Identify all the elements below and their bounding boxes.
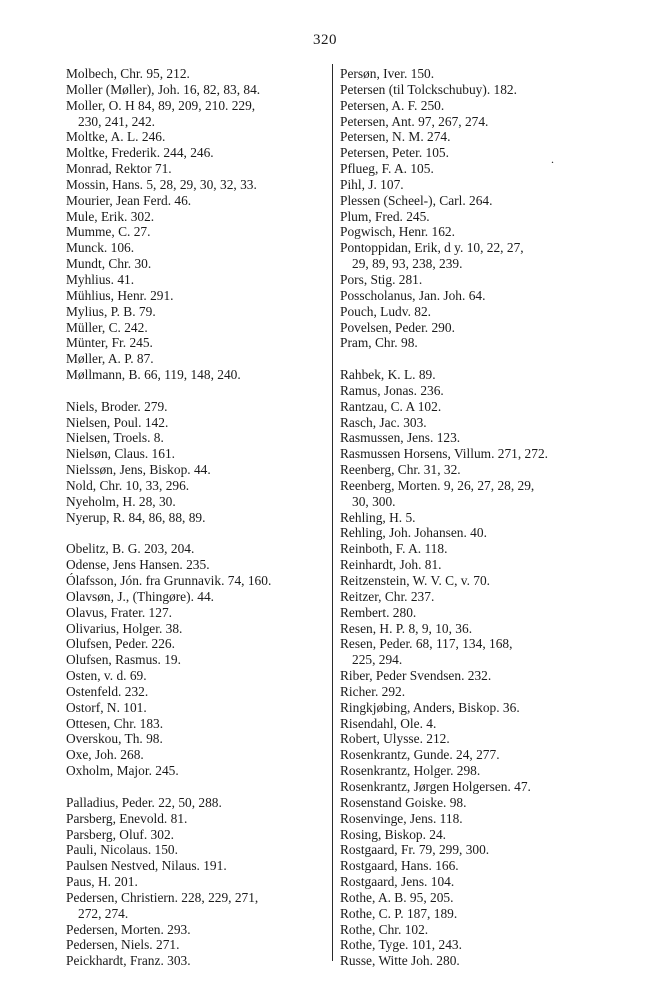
- index-entry: Ramus, Jonas. 236.: [340, 382, 444, 398]
- index-entry: Richer. 292.: [340, 683, 406, 699]
- index-entry: Resen, H. P. 8, 9, 10, 36.: [340, 620, 473, 636]
- index-entry: Moller, O. H 84, 89, 209, 210. 229,: [66, 97, 256, 113]
- index-entry: Pors, Stig. 281.: [340, 271, 423, 287]
- index-entry: Pedersen, Morten. 293.: [66, 921, 191, 937]
- index-entry-continuation: 272, 274.: [78, 905, 129, 921]
- index-entry: Rehling, H. 5.: [340, 509, 416, 525]
- index-entry: Rostgaard, Jens. 104.: [340, 874, 455, 890]
- index-entry: Petersen, N. M. 274.: [340, 129, 451, 145]
- index-entry: Rothe, Tyge. 101, 243.: [340, 937, 462, 953]
- index-entry: Rostgaard, Fr. 79, 299, 300.: [340, 842, 490, 858]
- index-entry: Olufsen, Peder. 226.: [66, 636, 175, 652]
- index-entry: Pihl, J. 107.: [340, 176, 404, 192]
- index-entry: Myhlius. 41.: [66, 271, 135, 287]
- index-entry: Rostgaard, Hans. 166.: [340, 858, 459, 874]
- index-entry: Rosenkrantz, Jørgen Holgersen. 47.: [340, 778, 531, 794]
- section-gap: [340, 351, 615, 367]
- index-entry: Osten, v. d. 69.: [66, 668, 147, 684]
- index-entry: Molbech, Chr. 95, 212.: [66, 66, 190, 81]
- index-entry: Rothe, A. B. 95, 205.: [340, 889, 454, 905]
- index-entry: Møllmann, B. 66, 119, 148, 240.: [66, 367, 241, 383]
- index-entry: Riber, Peder Svendsen. 232.: [340, 668, 492, 684]
- index-entry: Mossin, Hans. 5, 28, 29, 30, 32, 33.: [66, 176, 257, 192]
- index-entry: Nyeholm, H. 28, 30.: [66, 493, 176, 509]
- index-entry: Moltke, Frederik. 244, 246.: [66, 145, 214, 161]
- index-entry: Mylius, P. B. 79.: [66, 303, 156, 319]
- index-entry: Ostenfeld. 232.: [66, 683, 149, 699]
- index-entry: Rahbek, K. L. 89.: [340, 367, 436, 383]
- index-entry: Nielsen, Poul. 142.: [66, 414, 169, 430]
- index-entry: Paulsen Nestved, Nilaus. 191.: [66, 858, 227, 874]
- index-entry: Persøn, Iver. 150.: [340, 66, 435, 81]
- index-entry: Mumme, C. 27.: [66, 224, 151, 240]
- index-entry: Rosenvinge, Jens. 118.: [340, 810, 463, 826]
- index-entry: Ottesen, Chr. 183.: [66, 715, 164, 731]
- index-entry-continuation: 29, 89, 93, 238, 239.: [352, 256, 463, 272]
- index-entry: Pauli, Nicolaus. 150.: [66, 842, 178, 858]
- index-entry-continuation: 230, 241, 242.: [78, 113, 155, 129]
- index-entry: Reenberg, Morten. 9, 26, 27, 28, 29,: [340, 477, 535, 493]
- index-entry: Reinhardt, Joh. 81.: [340, 557, 442, 573]
- index-entry: Rosenkrantz, Gunde. 24, 277.: [340, 747, 500, 763]
- index-entry: Münter, Fr. 245.: [66, 335, 153, 351]
- index-entry: Pedersen, Christiern. 228, 229, 271,: [66, 889, 259, 905]
- index-entry: Munck. 106.: [66, 240, 135, 256]
- index-entry: Mourier, Jean Ferd. 46.: [66, 192, 192, 208]
- index-entry-continuation: 225, 294.: [352, 652, 403, 668]
- index-entry: Olufsen, Rasmus. 19.: [66, 652, 181, 668]
- index-entry: Rosing, Biskop. 24.: [340, 826, 447, 842]
- index-entry-continuation: 30, 300.: [352, 493, 396, 509]
- index-entry: Pedersen, Niels. 271.: [66, 937, 180, 953]
- index-entry: Rasch, Jac. 303.: [340, 414, 427, 430]
- index-entry: Plessen (Scheel-), Carl. 264.: [340, 192, 493, 208]
- index-entry: Rothe, Chr. 102.: [340, 921, 429, 937]
- index-entry: Posscholanus, Jan. Joh. 64.: [340, 287, 486, 303]
- index-entry: Mule, Erik. 302.: [66, 208, 155, 224]
- section-gap: [66, 525, 328, 541]
- index-entry: Nielsen, Troels. 8.: [66, 430, 164, 446]
- index-entry: Rothe, C. P. 187, 189.: [340, 905, 458, 921]
- index-entry: Petersen, Ant. 97, 267, 274.: [340, 113, 489, 129]
- page-number: 320: [313, 32, 337, 48]
- index-entry: Møller, A. P. 87.: [66, 351, 154, 367]
- index-entry: Pogwisch, Henr. 162.: [340, 224, 455, 240]
- index-entry: Olavsøn, J., (Thingøre). 44.: [66, 588, 215, 604]
- index-entry: Pflueg, F. A. 105.: [340, 161, 434, 177]
- index-entry: Overskou, Th. 98.: [66, 731, 163, 747]
- index-entry: Petersen, A. F. 250.: [340, 97, 445, 113]
- index-entry: Reitzer, Chr. 237.: [340, 588, 435, 604]
- index-entry: Odense, Jens Hansen. 235.: [66, 557, 210, 573]
- index-entry: Moltke, A. L. 246.: [66, 129, 166, 145]
- index-entry: Ólafsson, Jón. fra Grunnavik. 74, 160.: [66, 573, 272, 588]
- index-entry: Pouch, Ludv. 82.: [340, 303, 432, 319]
- index-entry: Rantzau, C. A 102.: [340, 398, 442, 414]
- index-entry: Monrad, Rektor 71.: [66, 161, 172, 177]
- index-entry: Reinboth, F. A. 118.: [340, 541, 448, 557]
- index-entry: Nold, Chr. 10, 33, 296.: [66, 477, 190, 493]
- index-entry: Nielssøn, Jens, Biskop. 44.: [66, 462, 211, 478]
- index-entry: Nyerup, R. 84, 86, 88, 89.: [66, 509, 206, 525]
- index-column-left: [66, 66, 328, 969]
- index-entry: Obelitz, B. G. 203, 204.: [66, 541, 195, 557]
- index-entry: Reitzenstein, W. V. C, v. 70.: [340, 573, 491, 588]
- section-gap: [66, 779, 328, 795]
- index-entry: Pontoppidan, Erik, d y. 10, 22, 27,: [340, 240, 524, 256]
- section-gap: [66, 383, 328, 399]
- index-entry: Mundt, Chr. 30.: [66, 256, 152, 272]
- index-entry: Oxholm, Major. 245.: [66, 763, 179, 779]
- index-entry: Russe, Witte Joh. 280.: [340, 953, 460, 969]
- index-entry: Risendahl, Ole. 4.: [340, 715, 437, 731]
- index-entry: Petersen, Peter. 105.: [340, 145, 449, 161]
- index-entry: Rembert. 280.: [340, 604, 417, 620]
- column-divider: [332, 64, 333, 961]
- stray-dot: .: [551, 152, 554, 166]
- index-entry: Rosenstand Goiske. 98.: [340, 794, 467, 810]
- index-entry: Rehling, Joh. Johansen. 40.: [340, 525, 487, 541]
- index-entry: Parsberg, Oluf. 302.: [66, 826, 174, 842]
- index-entry: Niels, Broder. 279.: [66, 398, 168, 414]
- index-entry: Petersen (til Tolckschubuy). 182.: [340, 81, 517, 97]
- index-entry: Reenberg, Chr. 31, 32.: [340, 462, 461, 478]
- index-entry: Moller (Møller), Joh. 16, 82, 83, 84.: [66, 81, 261, 97]
- index-entry: Resen, Peder. 68, 117, 134, 168,: [340, 636, 513, 652]
- index-entry: Povelsen, Peder. 290.: [340, 319, 455, 335]
- index-entry: Rasmussen, Jens. 123.: [340, 430, 461, 446]
- index-entry: Palladius, Peder. 22, 50, 288.: [66, 794, 222, 810]
- index-entry: Müller, C. 242.: [66, 319, 148, 335]
- index-entry: Plum, Fred. 245.: [340, 208, 430, 224]
- index-entry: Paus, H. 201.: [66, 874, 138, 890]
- index-entry: Olavus, Frater. 127.: [66, 604, 172, 620]
- index-column-right: [340, 66, 615, 969]
- index-entry: Nielsøn, Claus. 161.: [66, 446, 175, 462]
- index-entry: Rosenkrantz, Holger. 298.: [340, 763, 481, 779]
- index-entry: Oxe, Joh. 268.: [66, 747, 144, 763]
- index-entry: Robert, Ulysse. 212.: [340, 731, 450, 747]
- index-entry: Mühlius, Henr. 291.: [66, 287, 174, 303]
- index-entry: Olivarius, Holger. 38.: [66, 620, 183, 636]
- index-entry: Ringkjøbing, Anders, Biskop. 36.: [340, 699, 520, 715]
- index-entry: Pram, Chr. 98.: [340, 335, 418, 351]
- index-entry: Ostorf, N. 101.: [66, 699, 147, 715]
- index-entry: Peickhardt, Franz. 303.: [66, 953, 191, 969]
- index-entry: Rasmussen Horsens, Villum. 271, 272.: [340, 446, 548, 462]
- index-entry: Parsberg, Enevold. 81.: [66, 810, 188, 826]
